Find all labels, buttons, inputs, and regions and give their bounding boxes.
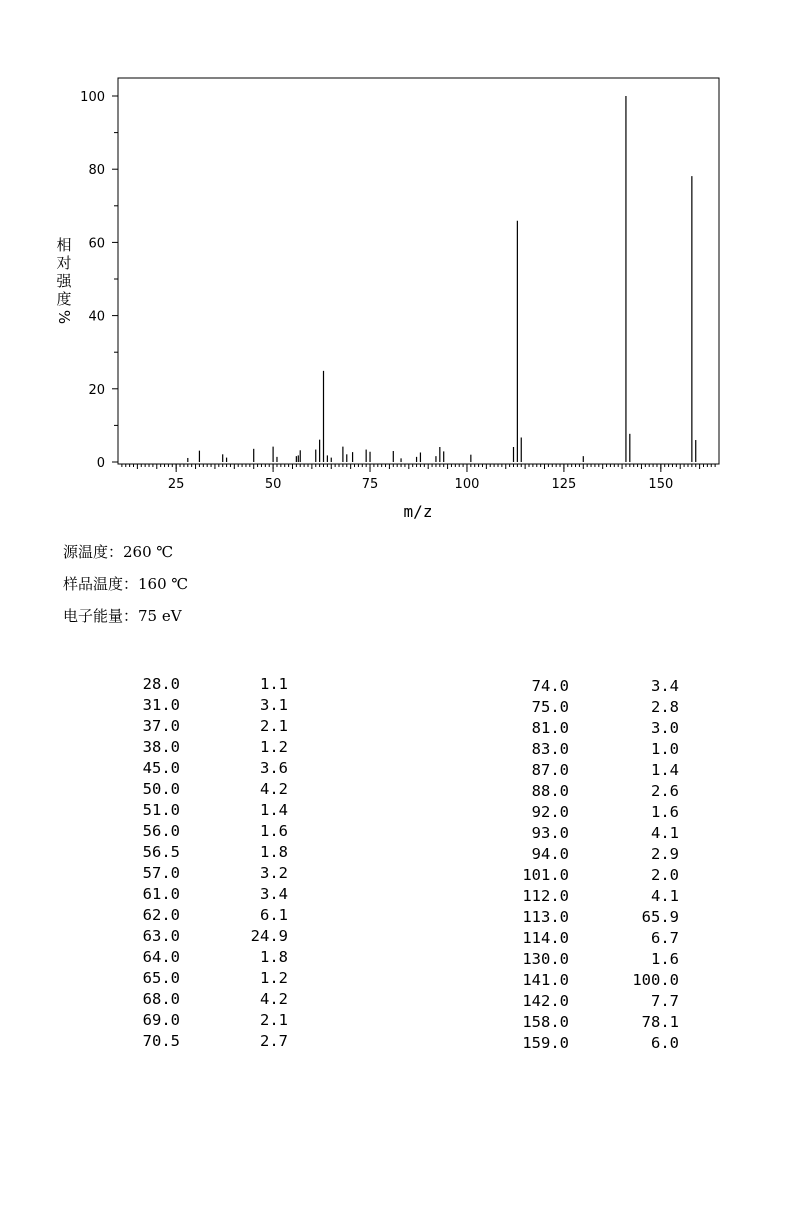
mz-value: 87.0 <box>531 761 569 779</box>
y-axis-label <box>55 236 73 324</box>
abundance-value: 100.0 <box>632 971 679 989</box>
table-row <box>136 905 288 926</box>
mz-value: 159.0 <box>522 1034 569 1052</box>
mz-value: 81.0 <box>531 719 569 737</box>
table-row <box>510 676 679 697</box>
sample-temperature-label: 样品温度： <box>63 575 139 593</box>
table-row <box>136 737 288 758</box>
sample-temperature <box>63 573 188 594</box>
x-minor-ticks <box>122 464 715 469</box>
y-tick-label: 20 <box>88 382 105 398</box>
electron-energy-value: 75 eV <box>138 607 182 625</box>
abundance-value: 1.4 <box>260 801 288 819</box>
mz-value: 57.0 <box>142 864 180 882</box>
abundance-value: 1.4 <box>651 761 679 779</box>
mz-value: 38.0 <box>142 738 180 756</box>
abundance-value: 4.2 <box>260 780 288 798</box>
abundance-value: 6.0 <box>651 1034 679 1052</box>
abundance-value: 1.0 <box>651 740 679 758</box>
mz-value: 74.0 <box>531 677 569 695</box>
table-row <box>510 928 679 949</box>
abundance-value: 2.7 <box>260 1032 288 1050</box>
table-row <box>136 779 288 800</box>
abundance-value: 1.2 <box>260 969 288 987</box>
mz-value: 93.0 <box>531 824 569 842</box>
abundance-value: 3.0 <box>651 719 679 737</box>
x-axis-ticks <box>168 464 673 492</box>
abundance-value: 1.2 <box>260 738 288 756</box>
abundance-value: 4.1 <box>651 824 679 842</box>
x-axis-label: m/z <box>403 502 433 521</box>
abundance-value: 1.8 <box>260 843 288 861</box>
y-tick-label: 100 <box>80 90 105 105</box>
x-tick-label: 125 <box>551 477 577 492</box>
y-tick-label: 80 <box>88 163 105 179</box>
table-row <box>510 781 679 802</box>
table-row <box>136 926 288 947</box>
spectrum-peaks <box>188 96 696 462</box>
mz-value: 51.0 <box>142 801 180 819</box>
mz-value: 70.5 <box>142 1032 180 1050</box>
source-temperature-value: 260 ℃ <box>123 543 174 561</box>
mz-value: 28.0 <box>142 675 180 693</box>
mz-value: 65.0 <box>142 969 180 987</box>
mz-value: 88.0 <box>531 782 569 800</box>
table-row <box>510 865 679 886</box>
table-row <box>136 695 288 716</box>
abundance-value: 2.1 <box>260 717 288 735</box>
mz-value: 68.0 <box>142 990 180 1008</box>
y-axis-label-char: % <box>55 309 73 325</box>
mz-value: 141.0 <box>522 971 569 989</box>
table-row <box>136 800 288 821</box>
mz-value: 45.0 <box>142 759 180 777</box>
table-row <box>510 970 679 991</box>
abundance-value: 3.4 <box>260 885 288 903</box>
y-axis-ticks <box>80 90 118 471</box>
y-tick-label: 0 <box>96 456 105 471</box>
table-row <box>510 760 679 781</box>
mz-value: 50.0 <box>142 780 180 798</box>
y-tick-label: 60 <box>88 236 105 252</box>
table-row <box>510 823 679 844</box>
table-row <box>510 802 679 823</box>
abundance-value: 2.0 <box>651 866 679 884</box>
mz-value: 31.0 <box>142 696 180 714</box>
source-temperature-label: 源温度： <box>63 543 124 561</box>
electron-energy <box>63 605 182 626</box>
abundance-value: 2.6 <box>651 782 679 800</box>
mz-value: 75.0 <box>531 698 569 716</box>
mz-value: 158.0 <box>522 1013 569 1031</box>
y-axis-label-char: 对 <box>56 254 72 272</box>
table-row <box>136 716 288 737</box>
abundance-value: 65.9 <box>641 908 679 926</box>
abundance-value: 3.6 <box>260 759 288 777</box>
mz-value: 56.5 <box>142 843 180 861</box>
y-axis-label-char: 度 <box>56 290 72 308</box>
abundance-value: 1.6 <box>651 950 679 968</box>
abundance-value: 4.1 <box>651 887 679 905</box>
table-row <box>510 907 679 928</box>
abundance-value: 1.6 <box>260 822 288 840</box>
mz-value: 92.0 <box>531 803 569 821</box>
mz-value: 69.0 <box>142 1011 180 1029</box>
abundance-value: 7.7 <box>651 992 679 1010</box>
mz-value: 63.0 <box>142 927 180 945</box>
abundance-value: 3.2 <box>260 864 288 882</box>
source-temperature <box>63 541 173 562</box>
abundance-value: 24.9 <box>250 927 288 945</box>
x-tick-label: 75 <box>361 477 379 492</box>
table-row <box>510 886 679 907</box>
mz-value: 101.0 <box>522 866 569 884</box>
table-row <box>136 674 288 695</box>
mz-value: 56.0 <box>142 822 180 840</box>
table-row <box>136 1031 288 1052</box>
table-row <box>136 821 288 842</box>
peak-table-right <box>510 676 679 1054</box>
abundance-value: 6.1 <box>260 906 288 924</box>
y-tick-label: 40 <box>88 309 105 325</box>
table-row <box>510 1012 679 1033</box>
x-tick-label: 50 <box>264 477 282 492</box>
mz-value: 130.0 <box>522 950 569 968</box>
abundance-value: 78.1 <box>641 1013 679 1031</box>
mz-value: 62.0 <box>142 906 180 924</box>
mz-value: 37.0 <box>142 717 180 735</box>
table-row <box>136 758 288 779</box>
x-tick-label: 100 <box>454 477 480 492</box>
abundance-value: 6.7 <box>651 929 679 947</box>
abundance-value: 3.4 <box>651 677 679 695</box>
table-row <box>136 884 288 905</box>
table-row <box>510 739 679 760</box>
mz-value: 64.0 <box>142 948 180 966</box>
y-axis-label-char: 相 <box>56 236 72 254</box>
mz-value: 112.0 <box>522 887 569 905</box>
table-row <box>136 863 288 884</box>
table-row <box>510 844 679 865</box>
abundance-value: 2.9 <box>651 845 679 863</box>
table-row <box>510 697 679 718</box>
y-axis-label-char: 强 <box>56 272 72 290</box>
table-row <box>136 968 288 989</box>
mz-value: 142.0 <box>522 992 569 1010</box>
table-row <box>510 991 679 1012</box>
mz-value: 114.0 <box>522 929 569 947</box>
abundance-value: 4.2 <box>260 990 288 1008</box>
table-row <box>136 842 288 863</box>
table-row <box>510 1033 679 1054</box>
mz-value: 113.0 <box>522 908 569 926</box>
mz-value: 61.0 <box>142 885 180 903</box>
peak-table-left <box>136 674 288 1052</box>
x-tick-label: 25 <box>167 477 185 492</box>
table-row <box>510 718 679 739</box>
table-row <box>510 949 679 970</box>
table-row <box>136 1010 288 1031</box>
abundance-value: 2.1 <box>260 1011 288 1029</box>
table-row <box>136 947 288 968</box>
mass-spectrum-chart <box>0 0 794 530</box>
abundance-value: 3.1 <box>260 696 288 714</box>
x-tick-label: 150 <box>648 477 674 492</box>
abundance-value: 1.8 <box>260 948 288 966</box>
mz-value: 94.0 <box>531 845 569 863</box>
sample-temperature-value: 160 ℃ <box>138 575 189 593</box>
table-row <box>136 989 288 1010</box>
abundance-value: 2.8 <box>651 698 679 716</box>
mz-value: 83.0 <box>531 740 569 758</box>
electron-energy-label: 电子能量： <box>63 607 139 625</box>
plot-frame <box>118 78 719 464</box>
abundance-value: 1.6 <box>651 803 679 821</box>
abundance-value: 1.1 <box>260 675 288 693</box>
